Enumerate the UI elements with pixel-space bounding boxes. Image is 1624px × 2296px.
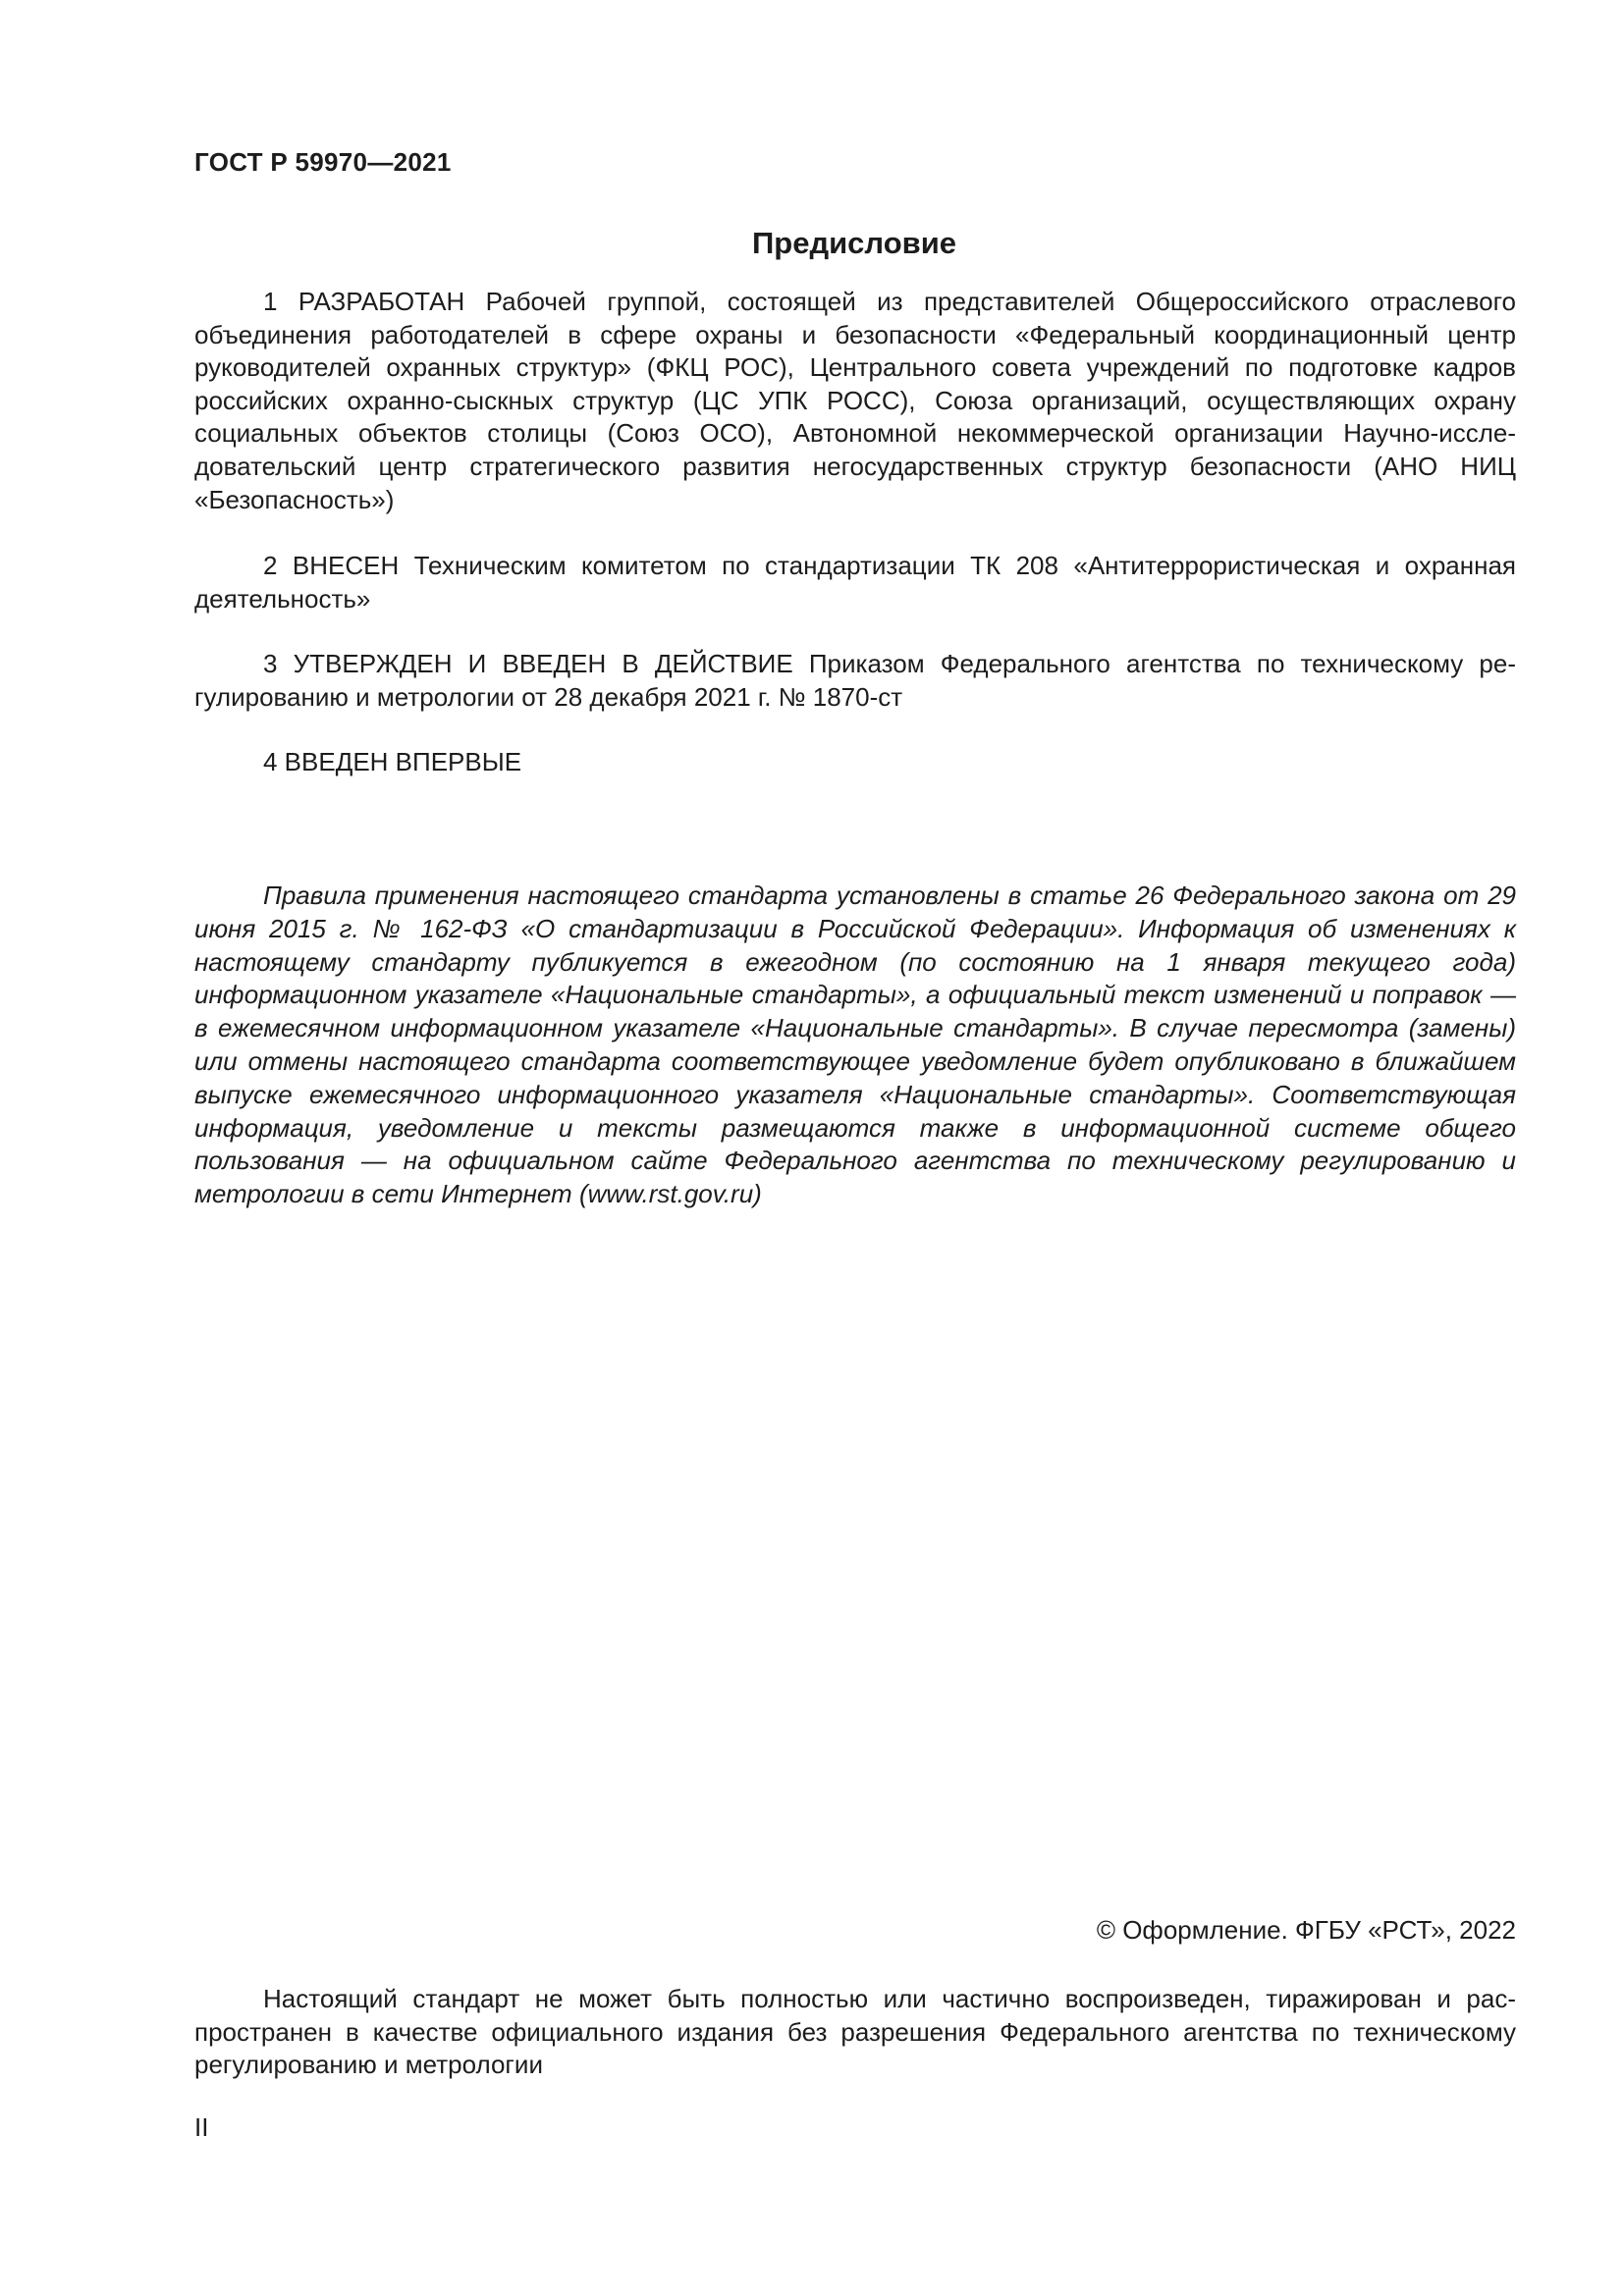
- reproduction-restriction: Настоящий стандарт не может быть полностью или частично воспроизведен, тиражирован и распространен в качестве официального издания без разрешения Федерального агентства по техническому регулированию и метрологии: [194, 1984, 1516, 2080]
- application-rules-notice: Правила применения настоящего стандарта установлены в статье 26 Федерального закона от 29 июня 2015 г. № 162-ФЗ «О стандартизации в Российской Федерации». Информация об изменениях к настоящему стандарту публикуется в ежегодном (по состоянию на 1 января текущего года) информационном указателе «Национальные стандарты», а официальный текст изменений и поправок — в ежемесячном информационном указателе «Национальные стандарты». В случае пересмотра (замены) или отмены настоящего стандарта соответствующее уведомление будет опубликовано в ближайшем выпуске ежемесячного информационного указателя «Национальные стандарты». Соответствующая информация, уведомление и тексты размещаются также в информационной системе общего пользования — на официальном сайте Федерального агентства по техническому регулированию и метрологии в сети Интернет (www.rst.gov.ru): [194, 881, 1516, 1209]
- copyright-line: © Оформление. ФГБУ «РСТ», 2022: [1096, 1915, 1516, 1945]
- paragraph-developed-by: 1 РАЗРАБОТАН Рабочей группой, состоящей из представителей Общероссийского отраслевого объединения работодателей в сфере охраны и безопасности «Федеральный координационный центр руководителей охранных структур» (ФКЦ РОС), Центрального совета учреждений по подготовке кадров российских охранно-сыскных структур (ЦС УПК РОСС), Союза организаций, осуществляющих охрану социальных объектов столицы (Союз ОСО), Автономной некоммерческой организации Научно-исследовательский центр стратегического развития негосударственных структур безопасности (АНО НИЦ «Безопасность»): [194, 287, 1516, 514]
- paragraph-introduced-by: 2 ВНЕСЕН Техническим комитетом по стандартизации ТК 208 «Антитеррористическая и охранная деятельность»: [194, 551, 1516, 614]
- page-number: II: [194, 2112, 209, 2142]
- paragraph-approved: 3 УТВЕРЖДЕН И ВВЕДЕН В ДЕЙСТВИЕ Приказом Федерального агентства по техническому регулированию и метрологии от 28 декабря 2021 г. № 1870-ст: [194, 649, 1516, 712]
- section-title: Предисловие: [751, 226, 956, 260]
- paragraph-first-introduced: 4 ВВЕДЕН ВПЕРВЫЕ: [263, 747, 522, 776]
- document-code: ГОСТ Р 59970—2021: [194, 147, 452, 177]
